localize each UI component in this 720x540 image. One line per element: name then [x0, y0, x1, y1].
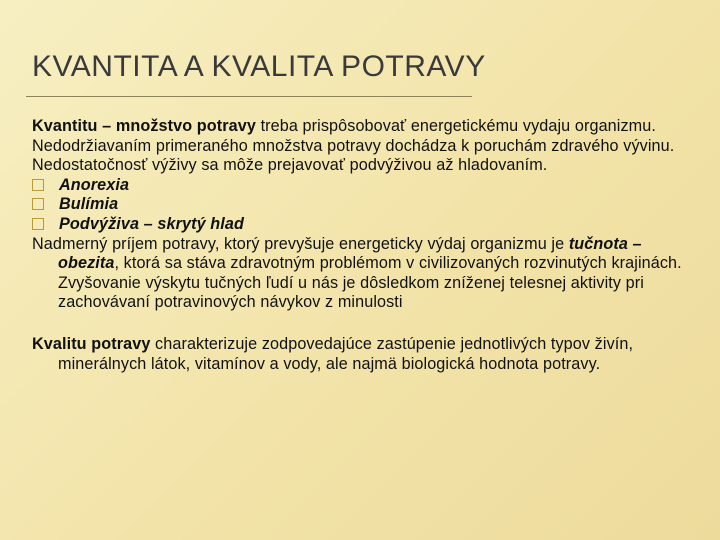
- checkbox-bullet-icon: [32, 218, 44, 230]
- quantity-term: Kvantitu – množstvo potravy: [32, 117, 256, 135]
- quality-text: charakterizuje zodpovedajúce zastúpenie jednotlivých typov živín, minerálnych látok, vitamínov a vody, ale najmä biologická hodnota potravy.: [58, 334, 634, 373]
- bullet-item-anorexia: [32, 176, 692, 196]
- bullet-label: Anorexia: [59, 175, 130, 194]
- bullet-item-bulimia: [32, 195, 692, 215]
- paragraph-overconsumption: [32, 235, 692, 313]
- paragraph-noncompliance: Nedodržiavaním primeraného množstva potravy dochádza k poruchám zdravého vývinu.: [32, 136, 675, 155]
- checkbox-bullet-icon: [32, 179, 44, 191]
- paragraph-malnutrition: Nedostatočnosť výživy sa môže prejavovať podvýživou až hladovaním.: [32, 156, 548, 175]
- bullet-item-undernutrition: [32, 215, 692, 235]
- slide-title: KVANTITA A KVALITA POTRAVY: [32, 50, 486, 83]
- slide-body: [32, 117, 692, 374]
- obesity-term: tučnota – obezita: [58, 234, 642, 273]
- quality-term: Kvalitu potravy: [32, 334, 151, 353]
- overconsumption-text-2: , ktorá sa stáva zdravotným problémom v civilizovaných rozvinutých krajinách. Zvyšovanie výskytu tučných ľudí u nás je dôsledkom zníženej telesnej aktivity pri zachovávaní potravinových návykov z minulosti: [58, 254, 682, 312]
- quantity-text: treba prispôsobovať energetickému vydaju organizmu.: [255, 117, 656, 135]
- paragraph-gap: [32, 313, 692, 335]
- bullet-label: Podvýživa – skrytý hlad: [59, 214, 244, 233]
- overconsumption-text-1: Nadmerný príjem potravy, ktorý prevyšuje energeticky výdaj organizmu je: [32, 234, 569, 253]
- paragraph-quality: [32, 335, 692, 374]
- bullet-label: Bulímia: [59, 195, 119, 214]
- title-underline: [26, 96, 472, 97]
- checkbox-bullet-icon: [32, 198, 44, 210]
- paragraph-quantity: [32, 117, 692, 137]
